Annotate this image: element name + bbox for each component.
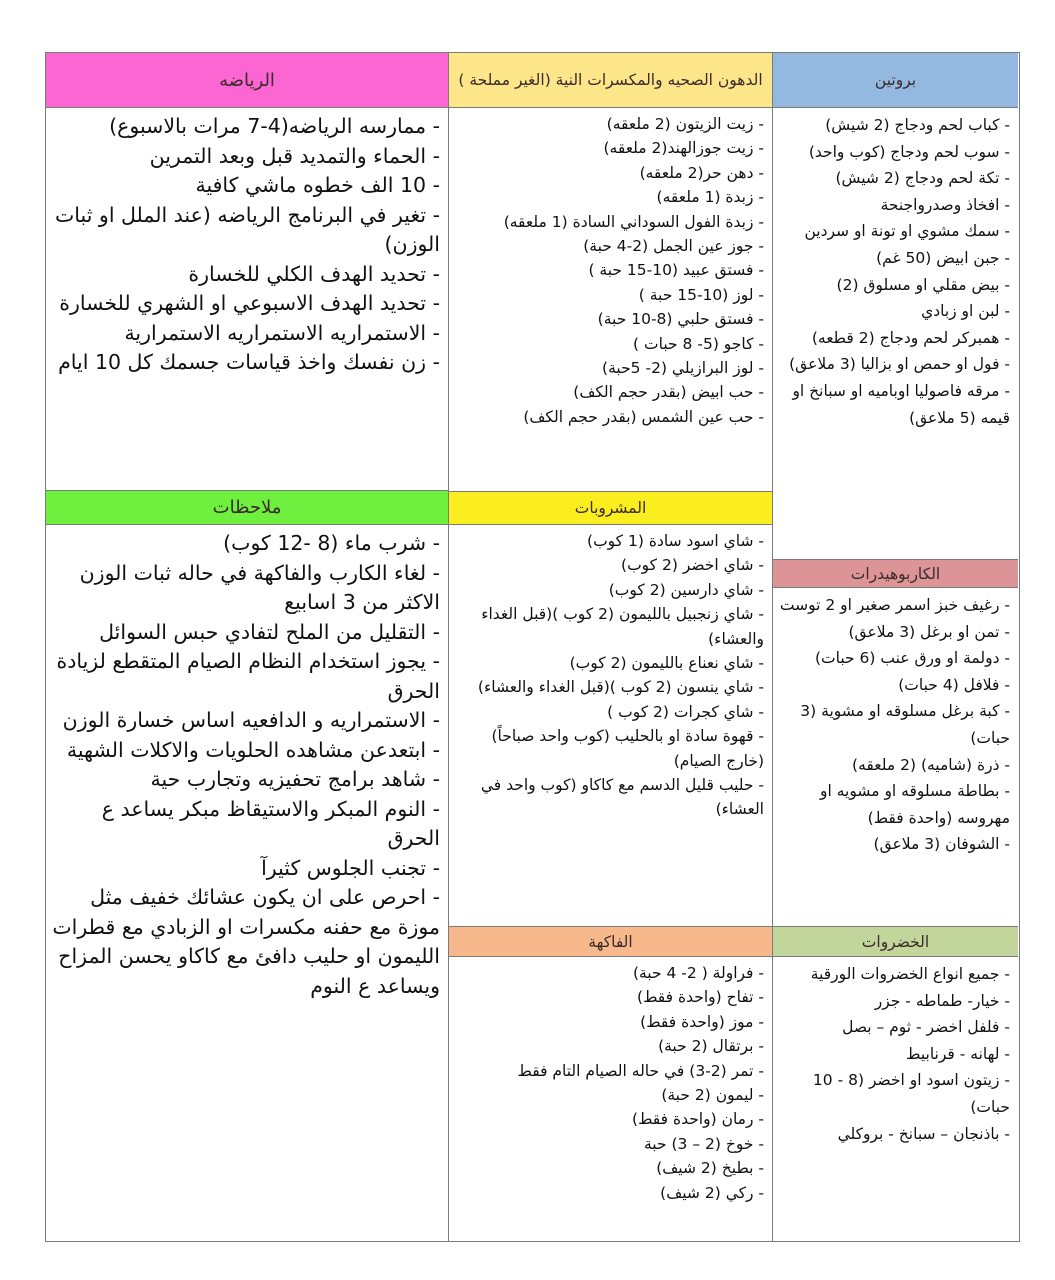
- carbs-body: [773, 588, 1018, 927]
- list-item: - بطاطة مسلوقه او مشويه او مهروسه (واحدة فقط): [820, 782, 1010, 827]
- list-item: - زن نفسك واخذ قياسات جسمك كل 10 ايام: [58, 350, 440, 374]
- list-item: - خوخ (2 – 3) حبة: [644, 1134, 764, 1153]
- list-item: - الحماء والتمديد قبل وبعد التمرين: [149, 143, 440, 168]
- list-item: - لبن او زبادي: [921, 302, 1010, 321]
- list-item: - زبدة الفول السوداني السادة (1 ملعقه): [503, 212, 764, 231]
- column-fats-drinks-fruit: [449, 53, 773, 1241]
- list-item: - شاي اسود سادة (1 كوب): [587, 532, 764, 550]
- list-item: - سمك مشوي او تونة او سردين: [804, 222, 1010, 241]
- notes-header: [46, 490, 448, 525]
- list-item: - تفاح (واحدة فقط): [637, 988, 764, 1007]
- veg-header: [773, 926, 1018, 957]
- sport-header: [46, 53, 448, 108]
- list-item: - باذنجان – سبانخ - بروكلي: [837, 1124, 1010, 1143]
- list-item: - زبدة (1 ملعقه): [656, 188, 764, 207]
- list-item: - جميع انواع الخضروات الورقية: [810, 965, 1010, 983]
- list-item: - شاي زنجبيل بالليمون (2 كوب )(قبل الغداء والعشاء): [481, 605, 764, 648]
- list-item: - رغيف خبز اسمر صغير او 2 توست: [779, 596, 1010, 614]
- list-item: - ابتعدعن مشاهده الحلويات والاكلات الشهية: [66, 737, 440, 762]
- fruit-title: الفاكهة: [588, 932, 633, 951]
- carbs-header: [773, 559, 1018, 588]
- list-item: - 10 الف خطوه ماشي كافية: [195, 173, 440, 197]
- fruit-body: [449, 957, 772, 1241]
- list-item: - شاهد برامج تحفيزيه وتجارب حية: [150, 767, 440, 791]
- list-item: - شاي ينسون (2 كوب )(قبل الغداء والعشاء): [477, 678, 764, 697]
- list-item: - احرص على ان يكون عشائك خفيف مثل موزة مع حفنه مكسرات او الزبادي مع قطرات الليمون او حليب دافئ مع كاكاو يحسن المزاح ويساعد ع النوم: [52, 885, 440, 998]
- sport-title: الرياضه: [219, 69, 275, 91]
- list-item: - تحديد الهدف الاسبوعي او الشهري للخسارة: [59, 291, 440, 315]
- list-item: - فستق عبيد (10-15 حبة ): [588, 261, 764, 280]
- list-item: - حب عين الشمس (بقدر حجم الكف): [523, 407, 764, 426]
- list-item: - تكة لحم ودجاج (2 شيش): [835, 169, 1010, 188]
- fats-header: [449, 53, 772, 108]
- list-item: - شاي اخضر (2 كوب): [621, 556, 764, 575]
- list-item: - الشوفان (3 ملاعق): [873, 835, 1010, 854]
- list-item: - رمان (واحدة فقط): [632, 1110, 764, 1129]
- list-item: - حب ابيض (بقدر حجم الكف): [573, 383, 764, 402]
- list-item: - تجنب الجلوس كثيرآ: [261, 855, 440, 880]
- diet-plan-table: [45, 52, 1020, 1242]
- list-item: - لغاء الكارب والفاكهة في حاله ثبات الوزن الاكثر من 3 اسابيع: [79, 560, 440, 614]
- list-item: - الاستمراريه الاستمراريه الاستمرارية: [124, 320, 440, 345]
- list-item: - موز (واحدة فقط): [640, 1012, 764, 1031]
- list-item: - مرقه فاصوليا اوباميه او سبانخ او قيمه (5 ملاعق): [792, 381, 1010, 427]
- list-item: - تحديد الهدف الكلي للخسارة: [188, 261, 440, 286]
- protein-title: بروتين: [874, 71, 917, 89]
- fats-body: [449, 108, 772, 492]
- list-item: - زيت الزيتون (2 ملعقه): [606, 115, 764, 133]
- list-item: - بطيخ (2 شيف): [656, 1159, 764, 1178]
- list-item: - التقليل من الملح لتفادي حبس السوائل: [99, 619, 440, 644]
- list-item: - لوز (10-15 حبة ): [638, 285, 764, 304]
- notes-list: [52, 529, 440, 1001]
- fats-list: [455, 112, 764, 429]
- veg-body: [773, 957, 1018, 1241]
- list-item: - كباب لحم ودجاج (2 شيش): [825, 116, 1010, 134]
- list-item: - فراولة ( 2- 4 حبة): [632, 964, 764, 982]
- drinks-list: [455, 529, 764, 822]
- sport-body: [46, 108, 448, 491]
- drinks-body: [449, 525, 772, 927]
- list-item: - همبركر لحم ودجاج (2 قطعه): [811, 328, 1010, 347]
- list-item: - فول او حمص او بزاليا (3 ملاعق): [789, 355, 1010, 374]
- list-item: - تمر (2-3) في حاله الصيام التام فقط: [517, 1061, 764, 1080]
- sport-list: [52, 112, 440, 378]
- list-item: - زيت جوزالهند(2 ملعقه): [603, 139, 764, 158]
- fats-title: الدهون الصحيه والمكسرات النية (الغير مملحة ): [458, 71, 763, 89]
- list-item: - زيتون اسود او اخضر (8 - 10 حبات): [812, 1071, 1010, 1116]
- drinks-title: المشروبات: [574, 499, 647, 517]
- list-item: - شاي كجرات (2 كوب ): [607, 702, 764, 721]
- list-item: - حليب قليل الدسم مع كاكاو (كوب واحد في العشاء): [480, 776, 764, 819]
- list-item: - ذرة (شاميه) (2 ملعقه): [852, 755, 1010, 774]
- list-item: - قهوة سادة او بالحليب (كوب واحد صباحاً)(خارج الصيام): [491, 727, 764, 770]
- list-item: - خيار- طماطه - جزر: [874, 991, 1010, 1010]
- list-item: - بيض مقلي او مسلوق (2): [836, 275, 1010, 294]
- list-item: - الاستمراريه و الدافعيه اساس خسارة الوزن: [62, 708, 440, 732]
- list-item: - ليمون (2 حبة): [661, 1086, 764, 1105]
- notes-body: [46, 525, 448, 1241]
- protein-body: [773, 108, 1018, 560]
- protein-list: [779, 112, 1010, 431]
- list-item: - شاي نعناع بالليمون (2 كوب): [569, 654, 764, 673]
- veg-list: [779, 961, 1010, 1147]
- list-item: - يجوز استخدام النظام الصيام المتقطع لزيادة الحرق: [56, 649, 440, 703]
- list-item: - دولمة او ورق عنب (6 حبات): [814, 649, 1010, 668]
- list-item: - لهانه - قرنابيط: [906, 1044, 1010, 1063]
- list-item: - شرب ماء (8 -12 كوب): [223, 531, 440, 555]
- column-sport-notes: [46, 53, 449, 1241]
- list-item: - فلافل (4 حبات): [898, 675, 1010, 694]
- list-item: - تغير في البرنامج الرياضه (عند الملل او ثبات الوزن): [54, 202, 440, 256]
- list-item: - دهن حر(2 ملعقه): [639, 163, 764, 182]
- list-item: - سوب لحم ودجاج (كوب واحد): [808, 142, 1010, 161]
- list-item: - كاجو (5- 8 حبات ): [633, 334, 764, 353]
- drinks-header: [449, 491, 772, 525]
- list-item: - جوز عين الجمل (2-4 حبة): [583, 237, 764, 256]
- protein-header: [773, 53, 1018, 108]
- list-item: - ممارسه الرياضه(4-7 مرات بالاسبوع): [109, 114, 440, 138]
- list-item: - جبن ابيض (50 غم): [876, 248, 1010, 267]
- fruit-list: [455, 961, 764, 1205]
- veg-title: الخضروات: [861, 932, 930, 951]
- list-item: - افخاذ وصدرواجنحة: [880, 195, 1010, 214]
- list-item: - شاي دارسين (2 كوب): [608, 580, 764, 599]
- fruit-header: [449, 926, 772, 957]
- list-item: - فلفل اخضر - ثوم – بصل: [842, 1018, 1010, 1037]
- carbs-title: الكاربوهيدرات: [850, 564, 941, 583]
- notes-title: ملاحظات: [212, 497, 282, 518]
- list-item: - برتقال (2 حبة): [658, 1037, 764, 1056]
- list-item: - كبة برغل مسلوقه او مشوية (3 حبات): [800, 702, 1010, 747]
- carbs-list: [779, 592, 1010, 858]
- list-item: - النوم المبكر والاستيقاظ مبكر يساعد ع الحرق: [101, 796, 440, 850]
- list-item: - فستق حلبي (8-10 حبة): [597, 310, 764, 329]
- list-item: - لوز البرازيلي (2- 5حبة): [602, 359, 764, 378]
- column-protein-carbs-veg: [773, 53, 1018, 1241]
- list-item: - ركي (2 شيف): [660, 1183, 764, 1202]
- list-item: - تمن او برغل (3 ملاعق): [848, 622, 1010, 641]
